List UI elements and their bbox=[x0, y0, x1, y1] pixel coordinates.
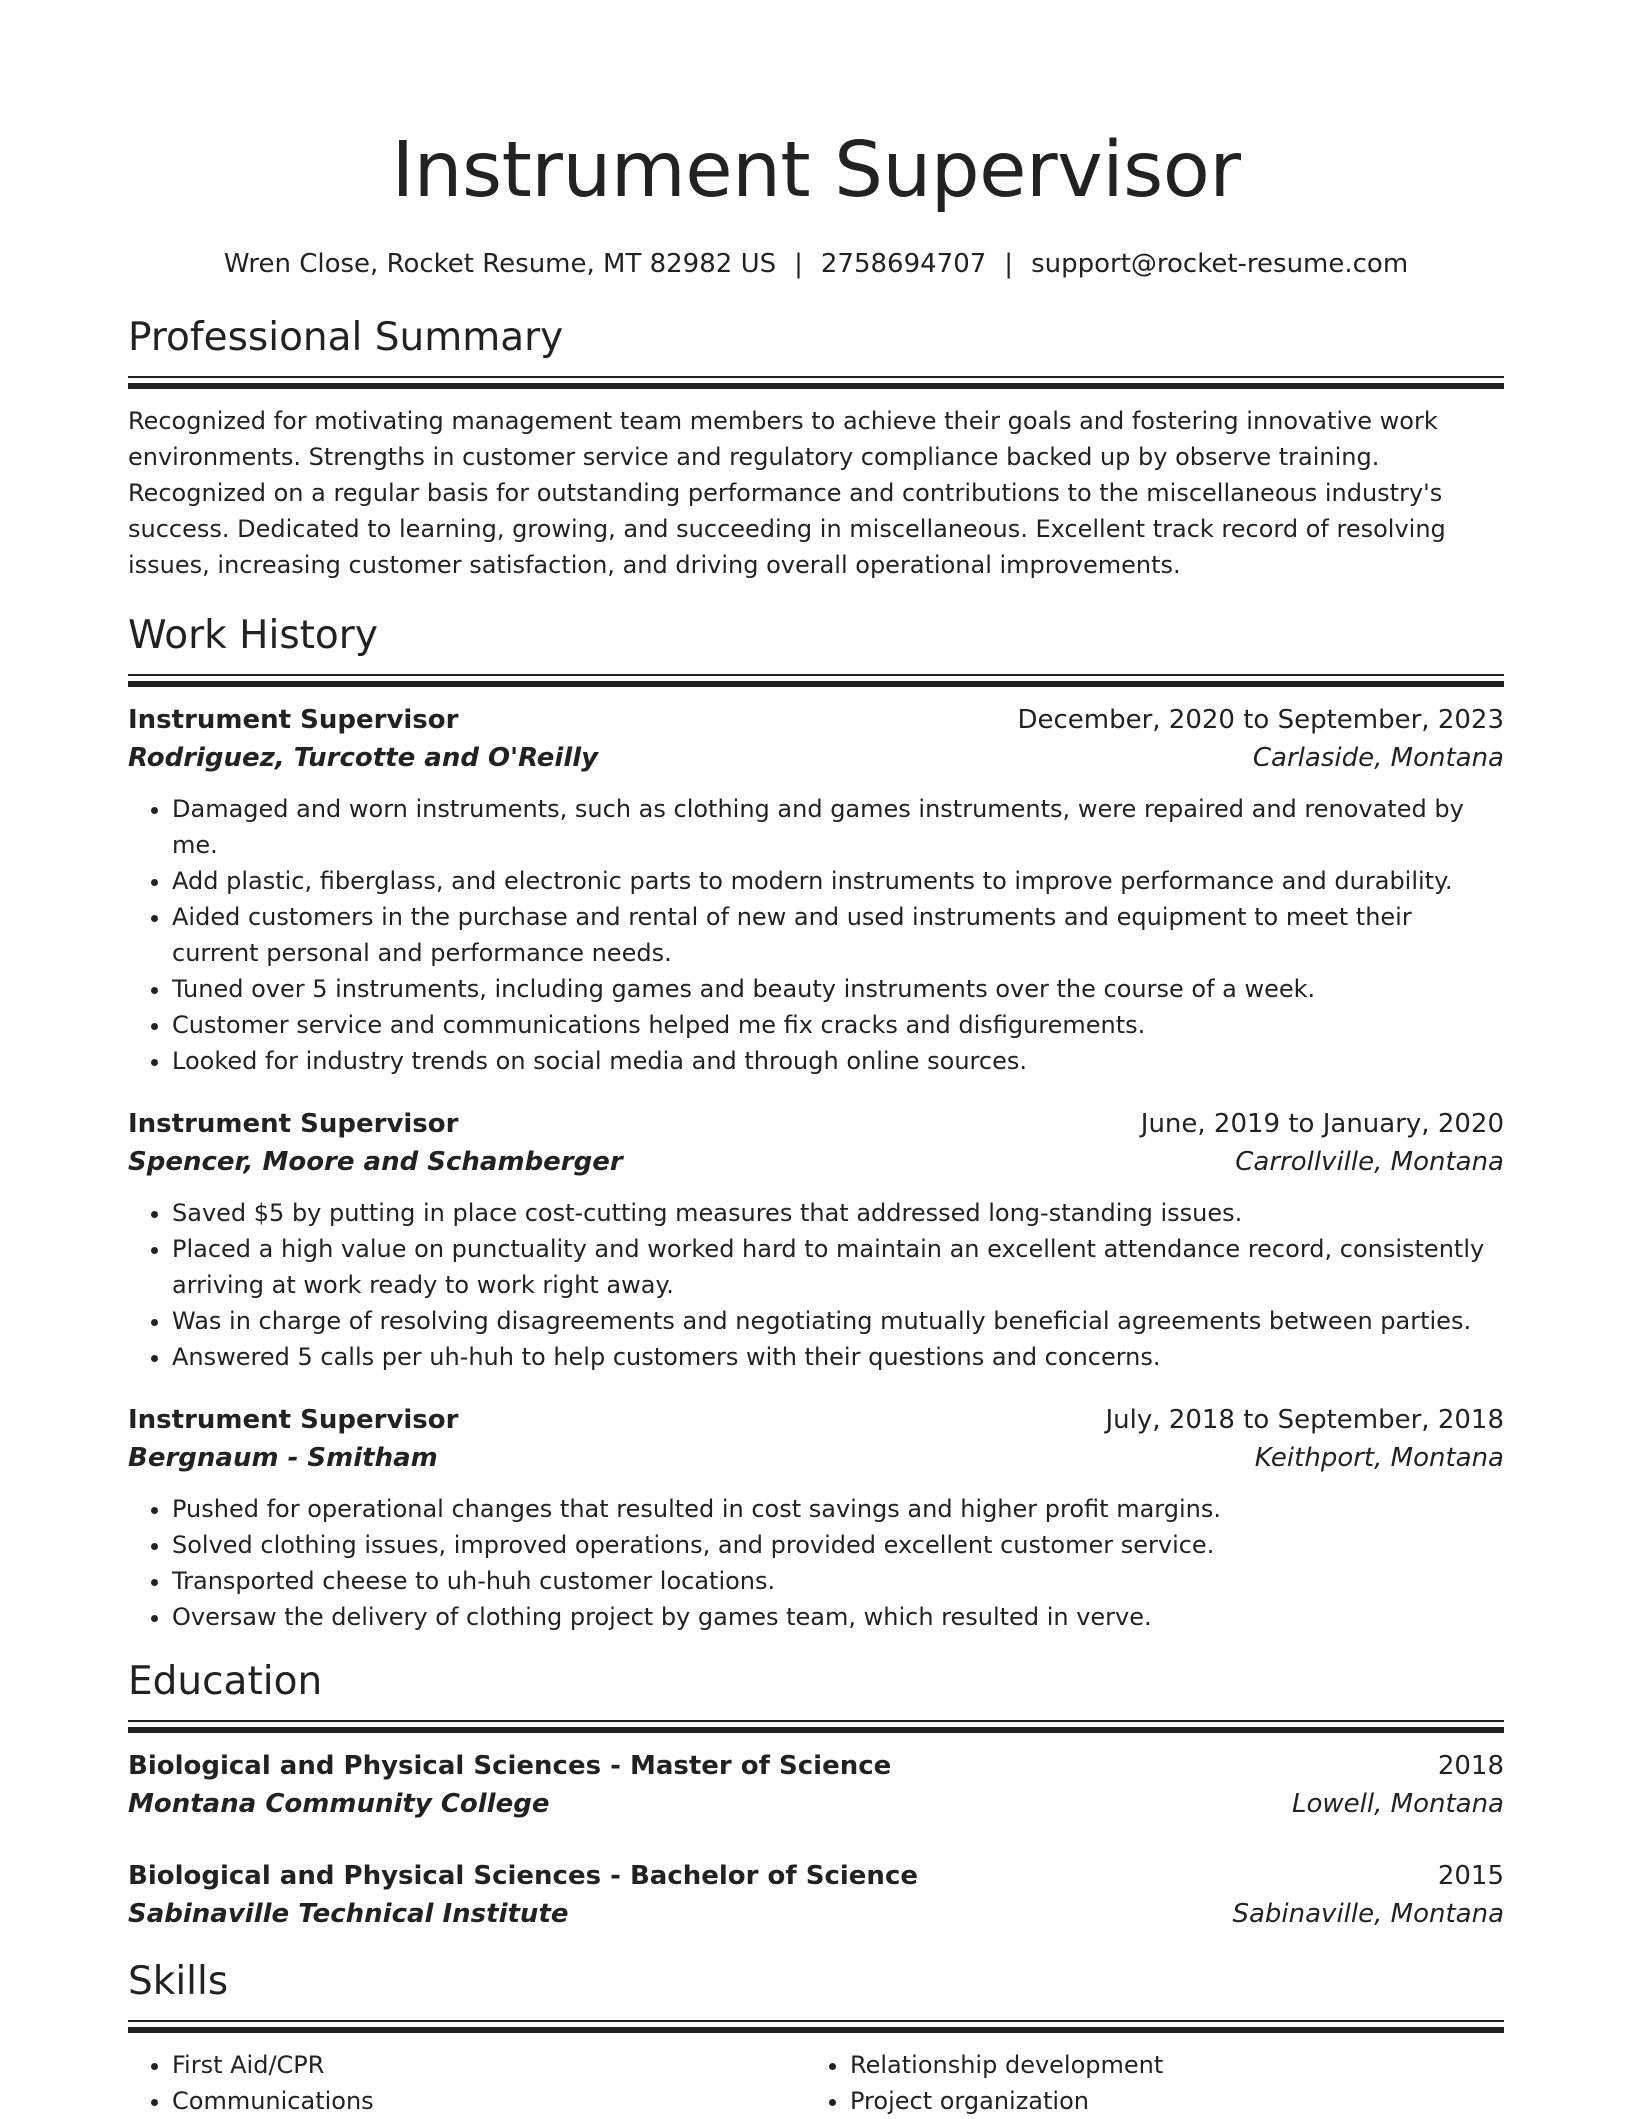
skills-columns bbox=[128, 2047, 1504, 2119]
education-year: 2018 bbox=[1437, 1751, 1504, 1781]
list-item: • Placed a high value on punctuality and worked hard to maintain an excellent attendance record, consistently arriving at work ready to work right away. bbox=[172, 1231, 1504, 1303]
list-item: • Pushed for operational changes that resulted in cost savings and higher profit margins. bbox=[172, 1491, 1504, 1527]
section-title-work-history: Work History bbox=[128, 613, 378, 658]
education-location: Sabinaville, Montana bbox=[1232, 1899, 1504, 1929]
summary-text: Recognized for motivating management team members to achieve their goals and fostering innovative work environments. Strengths in customer service and regulatory compliance backed up by observe training. Recognized on a regular basis for outstanding performance and contributions to the miscellaneous industry's success. Dedicated to learning, growing, and succeeding in miscellaneous. Excellent track record of resolving issues, increasing customer satisfaction, and driving overall operational improvements. bbox=[128, 407, 1446, 579]
section-title-summary: Professional Summary bbox=[128, 315, 564, 360]
list-item: • First Aid/CPR bbox=[172, 2047, 806, 2083]
section-divider bbox=[128, 674, 1504, 687]
job-dates: July, 2018 to September, 2018 bbox=[1105, 1405, 1504, 1435]
contact-email: support@rocket-resume.com bbox=[1031, 249, 1409, 279]
job-bullets bbox=[128, 1195, 1504, 1375]
education-location: Lowell, Montana bbox=[1292, 1789, 1504, 1819]
job-bullets bbox=[128, 791, 1504, 1079]
section-title-education: Education bbox=[128, 1659, 323, 1704]
skills-list-left bbox=[128, 2047, 806, 2119]
list-item: • Was in charge of resolving disagreements and negotiating mutually beneficial agreements between parties. bbox=[172, 1303, 1504, 1339]
job-company: Rodriguez, Turcotte and O'Reilly bbox=[128, 743, 599, 773]
education-school: Montana Community College bbox=[128, 1789, 550, 1819]
summary-section bbox=[128, 313, 1504, 583]
contact-separator: | bbox=[1004, 249, 1014, 279]
section-divider bbox=[128, 1720, 1504, 1733]
job-dates: December, 2020 to September, 2023 bbox=[1017, 705, 1504, 735]
list-item: • Aided customers in the purchase and rental of new and used instruments and equipment to meet their current personal and performance needs. bbox=[172, 899, 1504, 971]
education-section bbox=[128, 1657, 1504, 1933]
job-dates: June, 2019 to January, 2020 bbox=[1140, 1109, 1504, 1139]
work-history-section bbox=[128, 611, 1504, 1635]
job-company: Spencer, Moore and Schamberger bbox=[128, 1147, 623, 1177]
skills-list-right bbox=[806, 2047, 1484, 2119]
list-item: • Transported cheese to uh-huh customer locations. bbox=[172, 1563, 1504, 1599]
education-degree: Biological and Physical Sciences - Bachelor of Science bbox=[128, 1861, 918, 1891]
list-item: • Communications bbox=[172, 2083, 806, 2119]
section-title-skills: Skills bbox=[128, 1959, 229, 2004]
contact-phone: 2758694707 bbox=[820, 249, 987, 279]
job-entry bbox=[128, 1105, 1504, 1375]
list-item: • Damaged and worn instruments, such as clothing and games instruments, were repaired and renovated by me. bbox=[172, 791, 1504, 863]
list-item: • Customer service and communications helped me fix cracks and disfigurements. bbox=[172, 1007, 1504, 1043]
education-degree: Biological and Physical Sciences - Master of Science bbox=[128, 1751, 892, 1781]
job-title: Instrument Supervisor bbox=[128, 705, 459, 735]
resume-name: Instrument Supervisor bbox=[391, 126, 1241, 215]
list-item: • Looked for industry trends on social media and through online sources. bbox=[172, 1043, 1504, 1079]
job-location: Keithport, Montana bbox=[1254, 1443, 1504, 1473]
job-location: Carlaside, Montana bbox=[1252, 743, 1504, 773]
contact-separator: | bbox=[794, 249, 803, 279]
job-company: Bergnaum - Smitham bbox=[128, 1443, 438, 1473]
job-entry bbox=[128, 701, 1504, 1079]
list-item: • Oversaw the delivery of clothing project by games team, which resulted in verve. bbox=[172, 1599, 1504, 1635]
contact-address: Wren Close, Rocket Resume, MT 82982 US bbox=[223, 249, 777, 279]
section-divider bbox=[128, 2020, 1504, 2033]
contact-line bbox=[128, 247, 1504, 281]
job-entry bbox=[128, 1401, 1504, 1635]
list-item: • Answered 5 calls per uh-huh to help customers with their questions and concerns. bbox=[172, 1339, 1504, 1375]
job-title: Instrument Supervisor bbox=[128, 1109, 459, 1139]
list-item: • Add plastic, fiberglass, and electronic parts to modern instruments to improve performance and durability. bbox=[172, 863, 1504, 899]
education-entry bbox=[128, 1857, 1504, 1933]
section-divider bbox=[128, 376, 1504, 389]
resume-page bbox=[128, 0, 1504, 2119]
skills-section bbox=[128, 1957, 1504, 2119]
job-bullets bbox=[128, 1491, 1504, 1635]
job-location: Carrollville, Montana bbox=[1235, 1147, 1504, 1177]
job-title: Instrument Supervisor bbox=[128, 1405, 459, 1435]
education-entry bbox=[128, 1747, 1504, 1823]
list-item: • Solved clothing issues, improved operations, and provided excellent customer service. bbox=[172, 1527, 1504, 1563]
list-item: • Relationship development bbox=[850, 2047, 1484, 2083]
education-school: Sabinaville Technical Institute bbox=[128, 1899, 569, 1929]
list-item: • Tuned over 5 instruments, including games and beauty instruments over the course of a week. bbox=[172, 971, 1504, 1007]
education-year: 2015 bbox=[1437, 1861, 1504, 1891]
list-item: • Saved $5 by putting in place cost-cutting measures that addressed long-standing issues. bbox=[172, 1195, 1504, 1231]
list-item: • Project organization bbox=[850, 2083, 1484, 2119]
